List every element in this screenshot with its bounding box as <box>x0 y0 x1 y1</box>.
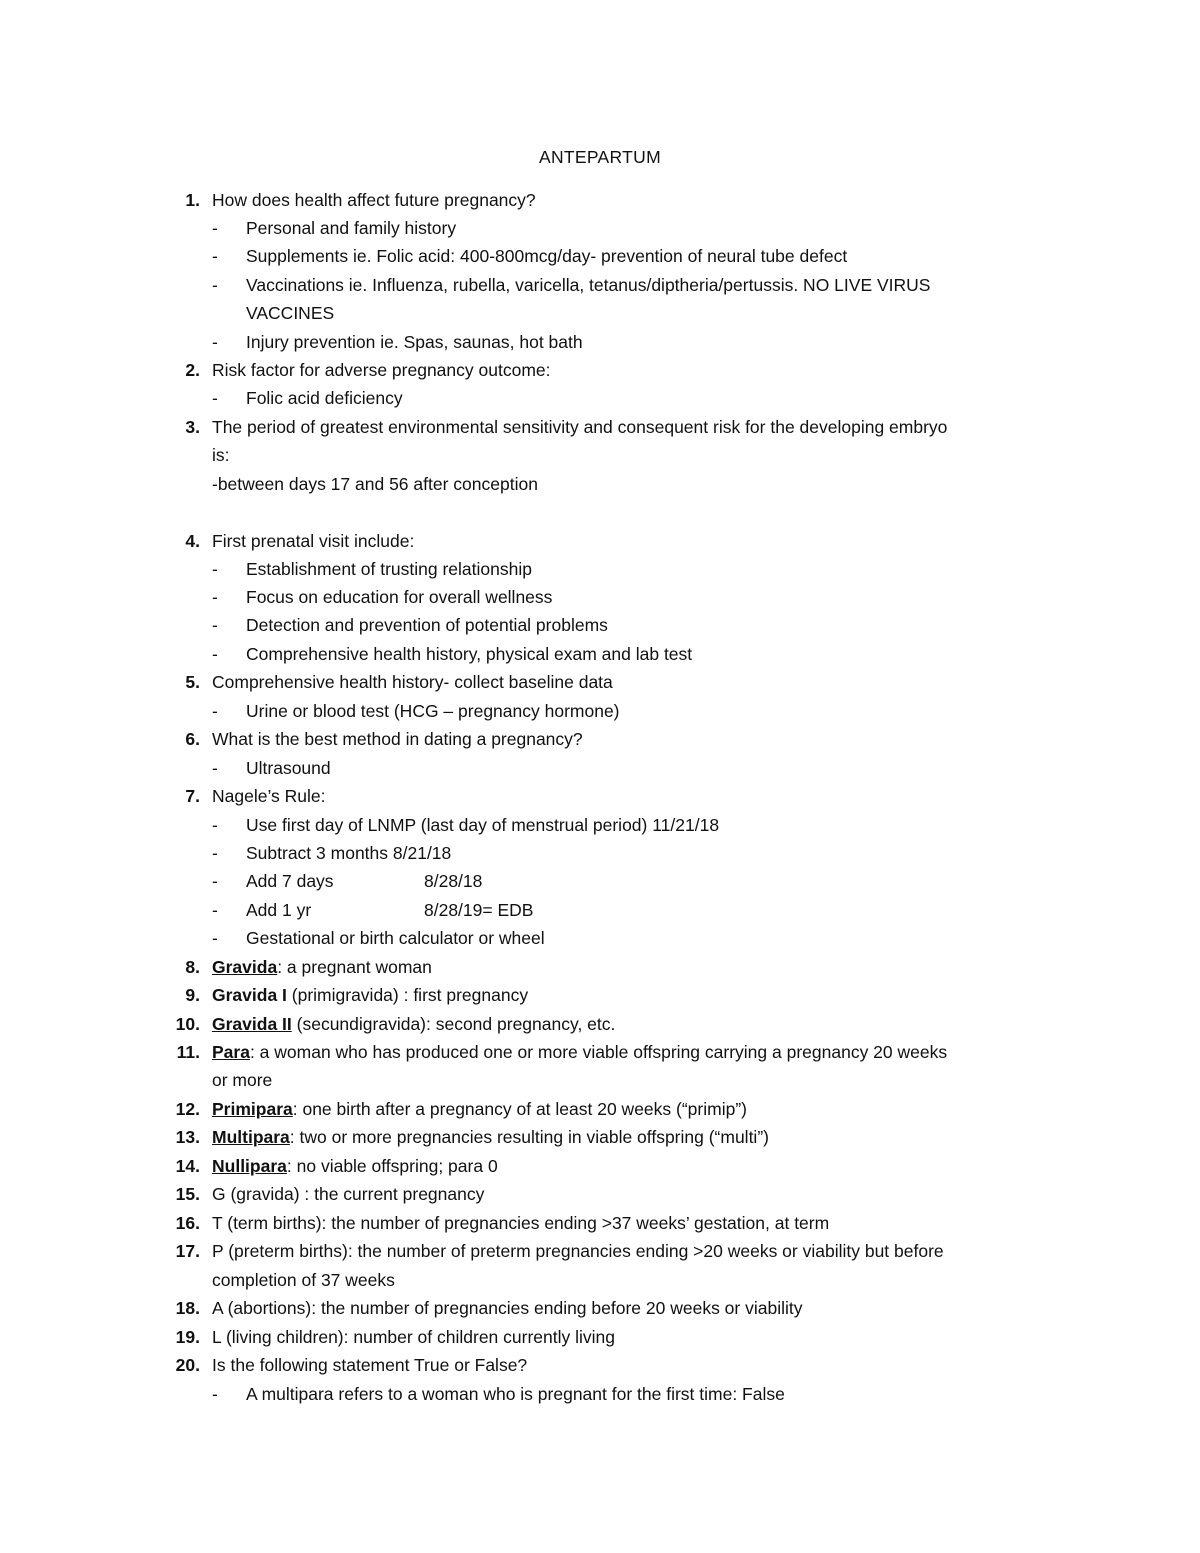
document-title: ANTEPARTUM <box>539 147 661 167</box>
defined-term: Gravida <box>212 957 278 977</box>
item-text: Is the following statement True or False? <box>212 1355 528 1375</box>
item-text: or more <box>212 1070 273 1090</box>
item-number: 6. <box>185 729 200 749</box>
bullet-text: Supplements ie. Folic acid: 400-800mcg/day- prevention of neural tube defect <box>246 246 848 266</box>
item-number: 13. <box>175 1127 200 1147</box>
bullet-text: Use first day of LNMP (last day of menstrual period) 11/21/18 <box>246 815 720 835</box>
item-number: 18. <box>175 1298 200 1318</box>
bullet-text: VACCINES <box>246 303 335 323</box>
bullet-text: Personal and family history <box>246 218 457 238</box>
dash-bullet: - <box>212 758 218 778</box>
dash-bullet: - <box>212 615 218 635</box>
bullet-text: Establishment of trusting relationship <box>246 559 532 579</box>
item-number: 8. <box>185 957 200 977</box>
item-number: 9. <box>185 985 200 1005</box>
dash-bullet: - <box>212 587 218 607</box>
item-text: Risk factor for adverse pregnancy outcome: <box>212 360 551 380</box>
item-text: G (gravida) : the current pregnancy <box>212 1184 485 1204</box>
item-number: 14. <box>175 1156 200 1176</box>
definition-text: : no viable offspring; para 0 <box>286 1156 498 1176</box>
item-text: A (abortions): the number of pregnancies ending before 20 weeks or viability <box>212 1298 803 1318</box>
item-number: 7. <box>185 786 200 806</box>
bullet-text: Subtract 3 months 8/21/18 <box>246 843 452 863</box>
item-text <box>212 1152 498 1180</box>
item-number: 5. <box>185 672 200 692</box>
dash-bullet: - <box>212 1384 218 1404</box>
definition-text: : one birth after a pregnancy of at least 20 weeks (“primip”) <box>292 1099 747 1119</box>
item-text: -between days 17 and 56 after conception <box>212 474 538 494</box>
dash-bullet: - <box>212 644 218 664</box>
defined-term: Gravida II <box>212 1014 292 1034</box>
item-number: 1. <box>185 190 200 210</box>
dash-bullet: - <box>212 928 218 948</box>
dash-bullet: - <box>212 815 218 835</box>
defined-term: Gravida I <box>212 985 287 1005</box>
dash-bullet: - <box>212 388 218 408</box>
item-text <box>212 1123 769 1151</box>
bullet-text: Detection and prevention of potential problems <box>246 615 608 635</box>
item-text <box>212 1010 615 1038</box>
item-text: The period of greatest environmental sensitivity and consequent risk for the developing embryo <box>212 417 948 437</box>
dash-bullet: - <box>212 218 218 238</box>
bullet-text: Ultrasound <box>246 758 331 778</box>
item-number: 3. <box>185 417 200 437</box>
bullet-text: Comprehensive health history, physical exam and lab test <box>246 644 693 664</box>
item-text: First prenatal visit include: <box>212 531 415 551</box>
item-number: 10. <box>175 1014 200 1034</box>
item-number: 17. <box>175 1241 200 1261</box>
dash-bullet: - <box>212 900 218 920</box>
item-text <box>212 981 528 1009</box>
dash-bullet: - <box>212 559 218 579</box>
item-number: 11. <box>176 1042 200 1062</box>
item-text: What is the best method in dating a pregnancy? <box>212 729 583 749</box>
item-number: 15. <box>175 1184 200 1204</box>
dash-bullet: - <box>212 843 218 863</box>
definition-text: : a woman who has produced one or more viable offspring carrying a pregnancy 20 weeks <box>249 1042 948 1062</box>
bullet-text: Folic acid deficiency <box>246 388 403 408</box>
definition-text: (secundigravida): second pregnancy, etc. <box>291 1014 616 1034</box>
item-text <box>212 1038 947 1066</box>
item-text: L (living children): number of children currently living <box>212 1327 615 1347</box>
definition-text: (primigravida) : first pregnancy <box>286 985 529 1005</box>
bullet-text: Vaccinations ie. Influenza, rubella, varicella, tetanus/diptheria/pertussis. NO LIVE VIRUS <box>246 275 931 295</box>
definition-text: : a pregnant woman <box>277 957 432 977</box>
item-number: 20. <box>175 1355 200 1375</box>
defined-term: Multipara <box>212 1127 290 1147</box>
bullet-text: A multipara refers to a woman who is pregnant for the first time: False <box>246 1384 785 1404</box>
defined-term: Para <box>212 1042 250 1062</box>
item-number: 4. <box>185 531 200 551</box>
dash-bullet: - <box>212 871 218 891</box>
bullet-text: Gestational or birth calculator or wheel <box>246 928 545 948</box>
item-text <box>212 953 432 981</box>
dash-bullet: - <box>212 246 218 266</box>
item-text: completion of 37 weeks <box>212 1270 395 1290</box>
item-number: 2. <box>185 360 200 380</box>
defined-term: Primipara <box>212 1099 293 1119</box>
item-number: 16. <box>175 1213 200 1233</box>
bullet-label: Add 1 yr <box>246 900 312 920</box>
dash-bullet: - <box>212 701 218 721</box>
bullet-text: Injury prevention ie. Spas, saunas, hot bath <box>246 332 583 352</box>
item-text <box>212 1095 747 1123</box>
bullet-value: 8/28/19= EDB <box>424 900 534 920</box>
definition-text: : two or more pregnancies resulting in viable offspring (“multi”) <box>289 1127 769 1147</box>
item-text: T (term births): the number of pregnancies ending >37 weeks’ gestation, at term <box>212 1213 830 1233</box>
item-number: 19. <box>175 1327 200 1347</box>
item-text: How does health affect future pregnancy? <box>212 190 536 210</box>
bullet-label: Add 7 days <box>246 871 334 891</box>
item-text: is: <box>212 445 230 465</box>
item-text: P (preterm births): the number of preterm pregnancies ending >20 weeks or viability but before <box>212 1241 944 1261</box>
item-number: 12. <box>175 1099 200 1119</box>
item-text: Nagele’s Rule: <box>212 786 326 806</box>
dash-bullet: - <box>212 332 218 352</box>
bullet-text: Focus on education for overall wellness <box>246 587 553 607</box>
bullet-value: 8/28/18 <box>424 871 483 891</box>
bullet-text: Urine or blood test (HCG – pregnancy hormone) <box>246 701 620 721</box>
item-text: Comprehensive health history- collect baseline data <box>212 672 613 692</box>
dash-bullet: - <box>212 275 218 295</box>
defined-term: Nullipara <box>212 1156 287 1176</box>
